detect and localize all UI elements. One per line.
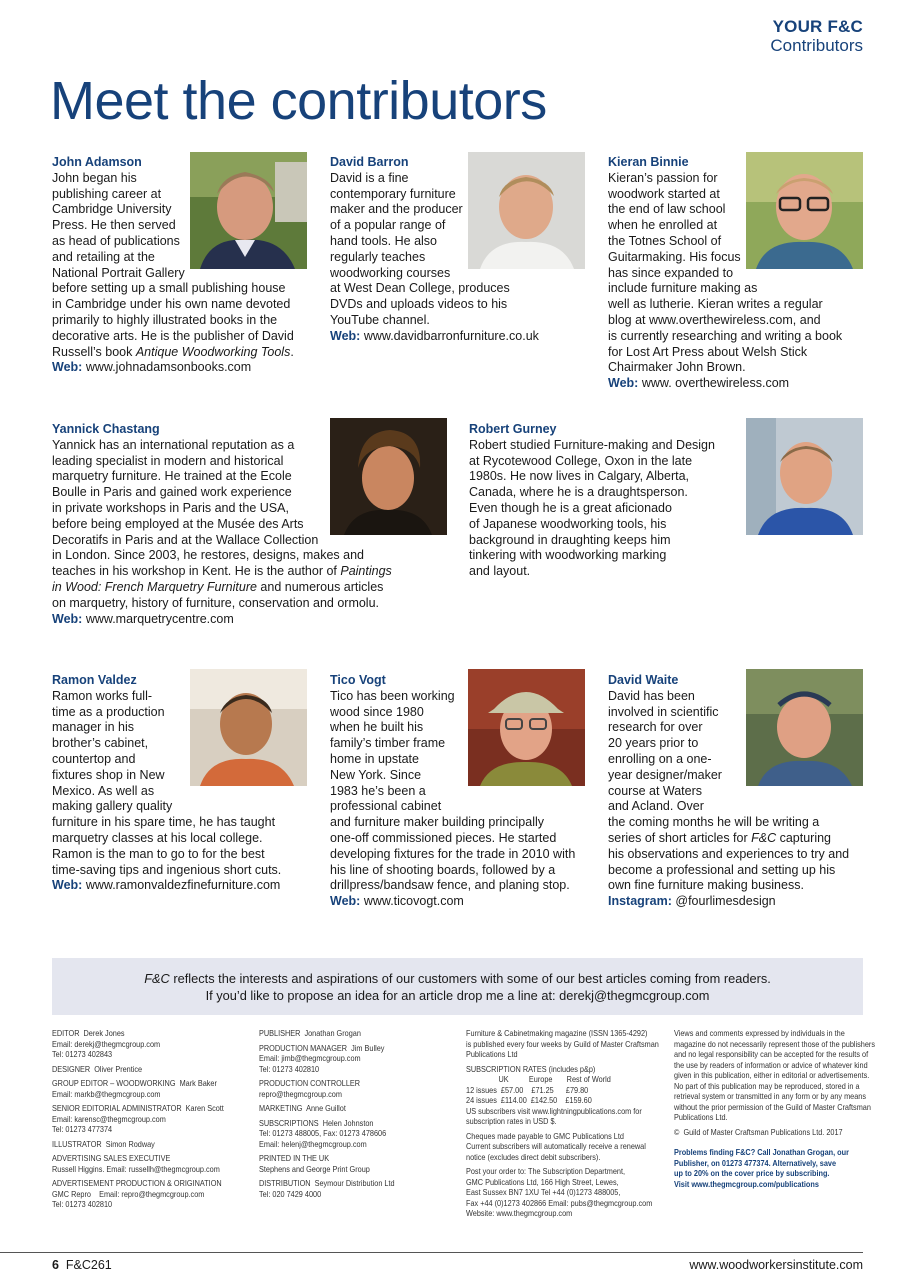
credit-line: Stephens and George Print Group xyxy=(259,1163,370,1174)
bio-line: one-off commissioned pieces. He started xyxy=(330,830,557,845)
credit-line: PUBLISHER Jonathan Grogan xyxy=(259,1028,361,1038)
bio-line: at West Dean College, produces xyxy=(330,281,510,296)
photo-david-waite xyxy=(746,669,863,786)
bio-line: decorative arts. He is the publisher of David xyxy=(52,328,294,343)
credit-line: is published every four weeks by Guild of Master Craftsman xyxy=(466,1038,659,1049)
contributor-web xyxy=(330,329,600,345)
bio-line: time-saving tips and ingenious short cuts. xyxy=(52,862,282,877)
bio-line xyxy=(608,831,873,847)
bio-line: blog at www.overthewireless.com, and xyxy=(608,312,821,327)
credit-group xyxy=(466,1166,670,1219)
credit-line: EDITOR Derek Jones xyxy=(52,1028,125,1038)
credit-line: DESIGNER Oliver Prentice xyxy=(52,1063,143,1074)
bio-line: fixtures shop in New xyxy=(52,767,165,782)
bio-line: in private workshops in Paris and the USA, xyxy=(52,500,289,515)
subscription-promo xyxy=(674,1147,878,1189)
bio-line: research for over xyxy=(608,720,703,735)
contributor-web xyxy=(330,894,605,910)
bio-line: in Cambridge under his own name devoted xyxy=(52,297,291,312)
promo-line: Visit www.thegmcgroup.com/publications xyxy=(674,1178,819,1189)
credit-line: SUBSCRIPTIONS Helen Johnston xyxy=(259,1117,374,1128)
credit-line: the use by readers of information or advice of whatever kind xyxy=(674,1059,868,1070)
bio-line: the coming months he will be writing a xyxy=(608,815,820,830)
credit-line: Email: helenj@thegmcgroup.com xyxy=(259,1138,367,1149)
bio-line: hand tools. He also xyxy=(330,233,438,248)
bio-line: brother’s cabinet, xyxy=(52,736,149,751)
bio-line: include furniture making as xyxy=(608,281,758,296)
credit-line: Website: www.thegmcgroup.com xyxy=(466,1208,573,1218)
credit-line: Furniture & Cabinetmaking magazine (ISSN 1365-4292) xyxy=(466,1028,648,1038)
bio-line: course at Waters xyxy=(608,783,703,798)
instagram-label: Instagram: xyxy=(608,894,672,909)
bio-line: enrolling on a one- xyxy=(608,751,712,766)
credit-line: US subscribers visit www.lightningpublications.com for xyxy=(466,1105,642,1116)
credit-line: Email: markb@thegmcgroup.com xyxy=(52,1088,161,1099)
credit-line: Tel: 01273 488005, Fax: 01273 478606 xyxy=(259,1128,387,1138)
bio-line: woodwork started at xyxy=(608,186,720,201)
contributor-name: Robert Gurney xyxy=(469,422,557,436)
credit-group xyxy=(259,1103,455,1114)
credit-line: Email: jimb@thegmcgroup.com xyxy=(259,1053,361,1063)
bio-line: woodworking courses xyxy=(330,265,451,280)
credit-line: GROUP EDITOR – WOODWORKING Mark Baker xyxy=(52,1078,217,1088)
bio-line: the Totnes School of xyxy=(608,233,722,248)
web-label: Web: xyxy=(52,878,83,893)
note-text: reflects the interests and aspirations of our customers with some of our best articles coming from readers. xyxy=(169,971,771,986)
credit-line: Email: derekj@thegmcgroup.com xyxy=(52,1038,161,1049)
web-label: Web: xyxy=(52,611,83,626)
photo-john-adamson xyxy=(190,152,307,269)
bio-line: time as a production xyxy=(52,704,165,719)
magazine-name: F&C xyxy=(751,830,777,845)
note-line-1 xyxy=(52,970,863,987)
credit-line: © Guild of Master Craftsman Publications Ltd. 2017 xyxy=(674,1126,843,1137)
bio-line: making gallery quality xyxy=(52,799,173,814)
credit-line: Current subscribers will automatically receive a renewal xyxy=(466,1141,646,1151)
credit-group xyxy=(52,1153,248,1174)
web-link[interactable]: www.davidbarronfurniture.co.uk xyxy=(363,328,539,343)
photo-kieran-binnie xyxy=(746,152,863,269)
credit-group xyxy=(52,1178,248,1210)
bio-line: family’s timber frame xyxy=(330,736,446,751)
bio-text: . xyxy=(290,344,294,359)
page-title: Meet the contributors xyxy=(50,71,547,131)
web-link[interactable]: www.ramonvaldezfinefurniture.com xyxy=(85,878,281,893)
credit-line: PRINTED IN THE UK xyxy=(259,1153,330,1163)
photo-robert-gurney xyxy=(746,418,863,535)
credits-column-staff xyxy=(52,1028,248,1214)
credit-line: Tel: 01273 402810 xyxy=(52,1199,113,1209)
credit-line: Post your order to: The Subscription Department, xyxy=(466,1166,626,1176)
bio-line: Mexico. As well as xyxy=(52,783,155,798)
credit-group xyxy=(259,1153,455,1174)
contributor-name: Yannick Chastang xyxy=(52,422,160,436)
bio-line: 20 years prior to xyxy=(608,736,699,751)
bio-line: of a popular range of xyxy=(330,218,446,233)
bio-line xyxy=(52,564,452,580)
credit-line: Publications Ltd. xyxy=(674,1112,728,1122)
bio-line: is currently researching and writing a book xyxy=(608,328,843,343)
bio-line: own fine furniture making business. xyxy=(608,878,804,893)
bio-line: marquetry furniture. He trained at the Ecole xyxy=(52,469,292,484)
credit-line: No part of this publication may be reproduced, stored in a xyxy=(674,1080,860,1091)
credit-line: MARKETING Anne Guillot xyxy=(259,1103,346,1113)
bio-line: manager in his xyxy=(52,720,134,735)
bio-line: become a professional and setting up his xyxy=(608,862,836,877)
bio-line: regularly teaches xyxy=(330,249,426,264)
bio-line: involved in scientific xyxy=(608,704,719,719)
credit-line: DISTRIBUTION Seymour Distribution Ltd xyxy=(259,1178,395,1188)
bio-line: and layout. xyxy=(469,564,531,579)
credit-line: Tel: 01273 402843 xyxy=(52,1049,113,1059)
promo-line: Problems finding F&C? Call Jonathan Grogan, our xyxy=(674,1147,849,1157)
bio-line: Robert studied Furniture-making and Design xyxy=(469,437,715,452)
contributor-web xyxy=(52,612,452,628)
web-label: Web: xyxy=(330,894,361,909)
contributor-robert-gurney xyxy=(469,422,739,580)
bio-line: 1980s. He now lives in Calgary, Alberta, xyxy=(469,469,690,484)
photo-yannick-chastang xyxy=(330,418,447,535)
contributor-name: Ramon Valdez xyxy=(52,673,137,687)
credit-line: and no legal responsibility can be accepted for the results of xyxy=(674,1049,869,1059)
bio-line: well as lutherie. Kieran writes a regular xyxy=(608,297,823,312)
photo-ramon-valdez xyxy=(190,669,307,786)
section-label xyxy=(770,18,863,54)
bio-line: David has been xyxy=(608,688,695,703)
bio-line: Tico has been working xyxy=(330,688,455,703)
note-line-2: If you’d like to propose an idea for an article drop me a line at: derekj@thegmcgroup.com xyxy=(205,988,710,1003)
promo-line: Publisher, on 01273 477374. Alternatively, save xyxy=(674,1157,837,1168)
bio-line: marquetry classes at his local college. xyxy=(52,830,263,845)
bio-line: wood since 1980 xyxy=(330,704,424,719)
credit-line: subscription rates in USD $. xyxy=(466,1116,557,1126)
credit-group xyxy=(52,1028,248,1060)
credit-line: 12 issues £57.00 £71.25 £79.80 xyxy=(466,1084,589,1095)
page-number: 6 xyxy=(52,1258,59,1272)
credit-line: Views and comments expressed by individuals in the xyxy=(674,1028,845,1038)
contributor-name: John Adamson xyxy=(52,155,142,169)
issue-number: F&C261 xyxy=(65,1258,112,1272)
credit-line: PRODUCTION MANAGER Jim Bulley xyxy=(259,1042,385,1053)
bio-line: primarily to highly illustrated books in the xyxy=(52,312,278,327)
contributor-name: David Waite xyxy=(608,673,679,687)
contributor-web xyxy=(52,360,322,376)
web-label: Web: xyxy=(608,376,639,391)
credit-line: ADVERTISEMENT PRODUCTION & ORIGINATION xyxy=(52,1178,222,1188)
credit-group xyxy=(259,1043,455,1075)
bio-line: furniture in his spare time, he has taught xyxy=(52,815,276,830)
bio-line: New York. Since xyxy=(330,767,422,782)
bio-text: capturing xyxy=(776,830,832,845)
bio-line: when he enrolled at xyxy=(608,218,718,233)
bio-line: Chairmaker John Brown. xyxy=(608,360,746,375)
credits-column-subscriptions xyxy=(466,1028,670,1223)
credit-group xyxy=(466,1064,670,1127)
bio-line: maker and the producer xyxy=(330,202,463,217)
bio-line: developing fixtures for the trade in 2010 with xyxy=(330,846,576,861)
credit-line: Tel: 01273 477374 xyxy=(52,1124,113,1134)
credit-line: Publications Ltd xyxy=(466,1049,518,1059)
contributor-web xyxy=(608,376,868,392)
bio-line: tinkering with woodworking marking xyxy=(469,548,667,563)
web-link[interactable]: www.marquetrycentre.com xyxy=(85,611,234,626)
bio-line: before setting up a small publishing house xyxy=(52,281,286,296)
bio-line: YouTube channel. xyxy=(330,312,430,327)
credit-line: given in this publication, either in editorial or advertisements. xyxy=(674,1070,870,1080)
bio-line: Ramon works full- xyxy=(52,688,153,703)
contributor-instagram xyxy=(608,894,873,910)
bio-text: series of short articles for xyxy=(608,830,752,845)
credit-group xyxy=(259,1028,455,1039)
footer-website[interactable]: www.woodworkersinstitute.com xyxy=(689,1258,863,1272)
bio-line: Kieran’s passion for xyxy=(608,170,718,185)
promo-line: up to 20% on the cover price by subscribing. xyxy=(674,1168,830,1178)
bio-line: Ramon is the man to go to for the best xyxy=(52,846,265,861)
book-title: in Wood: French Marquetry Furniture xyxy=(52,579,257,594)
bio-line: background in draughting keeps him xyxy=(469,532,671,547)
web-link[interactable]: www.johnadamsonbooks.com xyxy=(85,360,252,375)
bio-line: Yannick has an international reputation as a xyxy=(52,437,295,452)
bio-line: Cambridge University xyxy=(52,202,172,217)
credit-line: Russell Higgins. Email: russellh@thegmcgroup.com xyxy=(52,1163,220,1174)
section-label-main: YOUR F&C xyxy=(772,17,863,36)
credit-line: retrieval system or transmitted in any form or by any means xyxy=(674,1091,867,1101)
bio-line xyxy=(52,345,322,361)
bio-line: Guitarmaking. His focus xyxy=(608,249,741,264)
credit-line: SENIOR EDITORIAL ADMINISTRATOR Karen Scott xyxy=(52,1103,224,1113)
bio-line: as head of publications xyxy=(52,233,180,248)
credit-line: East Sussex BN7 1XU Tel +44 (0)1273 488005, xyxy=(466,1187,621,1197)
credit-line: without the prior permission of the Guild of Master Craftsman xyxy=(674,1101,871,1112)
section-label-sub: Contributors xyxy=(770,36,863,55)
bio-line: leading specialist in modern and historical xyxy=(52,453,284,468)
web-label: Web: xyxy=(330,328,361,343)
bio-line: contemporary furniture xyxy=(330,186,456,201)
bio-line: 1983 he’s been a xyxy=(330,783,426,798)
bio-line xyxy=(52,580,452,596)
bio-line: National Portrait Gallery xyxy=(52,265,185,280)
credit-line: SUBSCRIPTION RATES (includes p&p) xyxy=(466,1063,596,1074)
bio-line: DVDs and uploads videos to his xyxy=(330,297,508,312)
credit-group xyxy=(674,1028,878,1123)
credit-line: Cheques made payable to GMC Publications Ltd xyxy=(466,1130,624,1141)
credits-column-production xyxy=(259,1028,455,1203)
web-link[interactable]: www.ticovogt.com xyxy=(363,894,464,909)
bio-line: and Acland. Over xyxy=(608,799,704,814)
footer-divider xyxy=(0,1252,863,1253)
bio-line: year designer/maker xyxy=(608,767,722,782)
credit-group xyxy=(259,1178,455,1199)
bio-line: at Rycotewood College, Oxon in the late xyxy=(469,453,693,468)
bio-line: of Japanese woodworking tools, his xyxy=(469,516,667,531)
credit-line: ILLUSTRATOR Simon Rodway xyxy=(52,1138,155,1149)
book-title: Paintings xyxy=(340,564,392,579)
bio-line: Decoratifs in Paris and at the Wallace Collection xyxy=(52,532,319,547)
bio-text: teaches in his workshop in Kent. He is the author of xyxy=(52,564,341,579)
bio-line: Canada, where he is a draughtsperson. xyxy=(469,485,688,500)
credits-column-legal xyxy=(674,1028,878,1193)
bio-line: when he built his xyxy=(330,720,424,735)
bio-line: and furniture maker building principally xyxy=(330,815,545,830)
bio-line: before being employed at the Musée des Arts xyxy=(52,516,304,531)
magazine-name: F&C xyxy=(144,971,170,986)
bio-text: and numerous articles xyxy=(256,579,384,594)
bio-line: countertop and xyxy=(52,751,136,766)
bio-line: drillpress/bandsaw fence, and planing stop. xyxy=(330,878,570,893)
credit-line: ADVERTISING SALES EXECUTIVE xyxy=(52,1153,171,1163)
credit-line: GMC Publications Ltd, 166 High Street, Lewes, xyxy=(466,1176,619,1187)
bio-line: John began his xyxy=(52,170,137,185)
credit-line: repro@thegmcgroup.com xyxy=(259,1088,342,1099)
bio-line: David is a fine xyxy=(330,170,409,185)
bio-line: Boulle in Paris and gained work experience xyxy=(52,485,292,500)
bio-line: his line of shooting boards, followed by a xyxy=(330,862,556,877)
web-link[interactable]: www. overthewireless.com xyxy=(641,376,790,391)
credit-line: Email: karensc@thegmcgroup.com xyxy=(52,1113,166,1124)
footer-page-info xyxy=(52,1258,112,1272)
bio-line: on marquetry, history of furniture, conservation and ormolu. xyxy=(52,595,380,610)
book-title: Antique Woodworking Tools xyxy=(135,344,291,359)
credit-line: UK Europe Rest of World xyxy=(466,1074,611,1084)
credit-group xyxy=(52,1064,248,1075)
credit-line: Fax +44 (0)1273 402866 Email: pubs@thegmcgroup.com xyxy=(466,1197,653,1208)
web-label: Web: xyxy=(52,360,83,375)
bio-line: home in upstate xyxy=(330,751,419,766)
credit-line: PRODUCTION CONTROLLER xyxy=(259,1078,361,1088)
credit-group xyxy=(52,1103,248,1135)
credit-group xyxy=(466,1028,670,1060)
instagram-handle[interactable]: @fourlimesdesign xyxy=(675,894,776,909)
contributor-name: Kieran Binnie xyxy=(608,155,689,169)
bio-line: has since expanded to xyxy=(608,265,734,280)
credit-group xyxy=(259,1118,455,1150)
bio-line: professional cabinet xyxy=(330,799,442,814)
bio-text: Russell’s book xyxy=(52,344,136,359)
credit-group xyxy=(674,1127,878,1138)
contributor-web xyxy=(52,878,322,894)
bio-line: publishing career at xyxy=(52,186,162,201)
photo-tico-vogt xyxy=(468,669,585,786)
credit-group xyxy=(52,1139,248,1150)
credit-line: magazine do not necessarily represent those of the publishers xyxy=(674,1038,875,1049)
credit-group xyxy=(259,1078,455,1099)
photo-david-barron xyxy=(468,152,585,269)
bio-line: Press. He then served xyxy=(52,218,176,233)
bio-line: the end of law school xyxy=(608,202,726,217)
credit-line: notice (excludes direct debit subscribers). xyxy=(466,1151,601,1162)
credit-group xyxy=(466,1131,670,1163)
bio-line: Even though he is a great aficionado xyxy=(469,500,672,515)
credit-line: 24 issues £114.00 £142.50 £159.60 xyxy=(466,1095,592,1105)
contributor-name: Tico Vogt xyxy=(330,673,386,687)
reader-contribution-note xyxy=(52,958,863,1015)
contributor-name: David Barron xyxy=(330,155,409,169)
credit-line: GMC Repro Email: repro@thegmcgroup.com xyxy=(52,1188,205,1199)
bio-line: for Lost Art Press about Welsh Stick xyxy=(608,344,808,359)
credit-line: Tel: 020 7429 4000 xyxy=(259,1188,322,1199)
bio-line: in London. Since 2003, he restores, designs, makes and xyxy=(52,548,365,563)
bio-line: and retailing at the xyxy=(52,249,155,264)
credit-line: Tel: 01273 402810 xyxy=(259,1063,320,1074)
bio-line: his observations and experiences to try and xyxy=(608,846,850,861)
credit-group xyxy=(52,1078,248,1099)
